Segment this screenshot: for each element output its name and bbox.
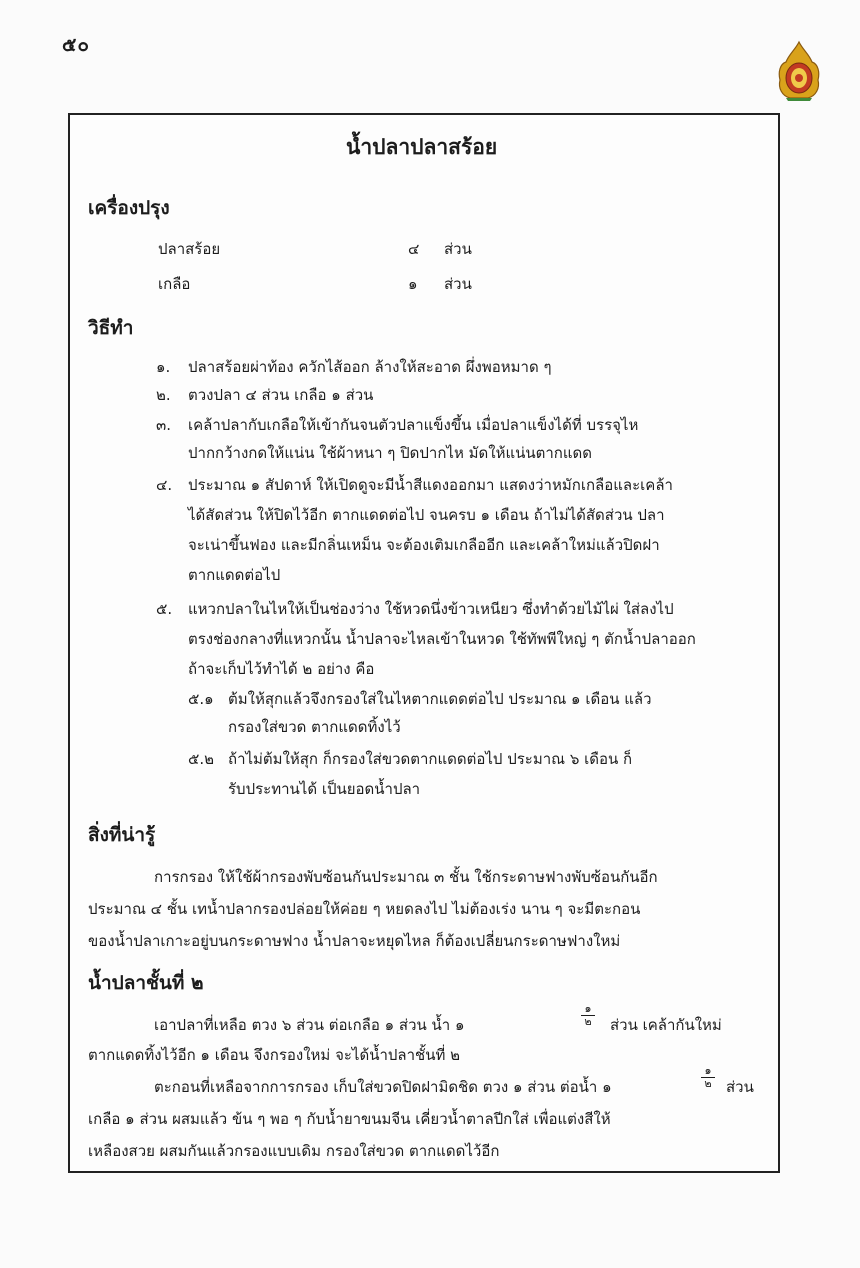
step-number: ๒. <box>156 386 171 404</box>
fraction <box>581 1003 595 1028</box>
second-grade-heading: น้ำปลาชั้นที่ ๒ <box>88 972 204 994</box>
fraction-numerator: ๑ <box>584 1002 592 1015</box>
step-number: ๔. <box>156 476 173 494</box>
recipe-box <box>68 113 780 1173</box>
fraction-denominator: ๒ <box>581 1015 595 1028</box>
paragraph-text: เอาปลาที่เหลือ ตวง ๖ ส่วน ต่อเกลือ ๑ ส่วน น้ำ ๑ <box>154 1016 465 1034</box>
step-text: ถ้าจะเก็บไว้ทำได้ ๒ อย่าง คือ <box>188 660 375 678</box>
paragraph-text: ส่วน เคล้ากันใหม่ <box>610 1016 722 1034</box>
paragraph-text: เหลืองสวย ผสมกันแล้วกรองแบบเดิม กรองใส่ขวด ตากแดดไว้อีก <box>88 1142 500 1160</box>
emblem-logo <box>776 40 822 102</box>
substep-text: ถ้าไม่ต้มให้สุก ก็กรองใส่ขวดตากแดดต่อไป ประมาณ ๖ เดือน ก็ <box>228 750 633 768</box>
fraction-numerator: ๑ <box>704 1064 712 1077</box>
step-text: ปลาสร้อยผ่าท้อง ควักไส้ออก ล้างให้สะอาด ผึ่งพอหมาด ๆ <box>188 358 552 376</box>
step-number: ๓. <box>156 416 172 434</box>
ingredient-unit: ส่วน <box>444 275 472 293</box>
step-text: แหวกปลาในไหให้เป็นช่องว่าง ใช้หวดนึ่งข้าวเหนียว ซึ่งทำด้วยไม้ไผ่ ใส่ลงไป <box>188 600 674 618</box>
ingredient-name: เกลือ <box>158 275 191 293</box>
ingredient-unit: ส่วน <box>444 240 472 258</box>
step-text: จะเน่าขึ้นฟอง และมีกลิ่นเหม็น จะต้องเติมเกลืออีก และเคล้าใหม่แล้วปิดฝา <box>188 536 660 554</box>
fraction-denominator: ๒ <box>701 1077 715 1090</box>
recipe-title: น้ำปลาปลาสร้อย <box>346 135 498 159</box>
substep-text: ต้มให้สุกแล้วจึงกรองใส่ในไหตากแดดต่อไป ประมาณ ๑ เดือน แล้ว <box>228 690 652 708</box>
step-text: ได้สัดส่วน ให้ปิดไว้อีก ตากแดดต่อไป จนครบ ๑ เดือน ถ้าไม่ได้สัดส่วน ปลา <box>188 506 665 524</box>
ingredient-qty: ๔ <box>408 240 420 258</box>
paragraph-text: เกลือ ๑ ส่วน ผสมแล้ว ข้น ๆ พอ ๆ กับน้ำยาขนมจีน เคี่ยวน้ำตาลปีกใส่ เพื่อแต่งสีให้ <box>88 1110 611 1128</box>
ingredient-name: ปลาสร้อย <box>158 240 221 258</box>
notes-heading: สิ่งที่น่ารู้ <box>88 824 156 846</box>
fraction <box>701 1065 715 1090</box>
step-text: ประมาณ ๑ สัปดาห์ ให้เปิดดูจะมีน้ำสีแดงออกมา แสดงว่าหมักเกลือและเคล้า <box>188 476 673 494</box>
method-heading: วิธีทำ <box>88 317 134 339</box>
step-text: ปากกว้างกดให้แน่น ใช้ผ้าหนา ๆ ปิดปากไห มัดให้แน่นตากแดด <box>188 444 593 462</box>
ingredient-qty: ๑ <box>408 275 418 293</box>
step-text: ตากแดดต่อไป <box>188 566 281 584</box>
step-text: ตรงช่องกลางที่แหวกนั้น น้ำปลาจะไหลเข้าในหวด ใช้ทัพพีใหญ่ ๆ ตักน้ำปลาออก <box>188 630 696 648</box>
substep-number: ๕.๒ <box>188 750 215 768</box>
notes-text: ประมาณ ๔ ชั้น เทน้ำปลากรองปล่อยให้ค่อย ๆ หยดลงไป ไม่ต้องเร่ง นาน ๆ จะมีตะกอน <box>88 900 641 918</box>
substep-text: กรองใส่ขวด ตากแดดทิ้งไว้ <box>228 718 401 736</box>
step-number: ๑. <box>156 358 171 376</box>
paragraph-text: ตากแดดทิ้งไว้อีก ๑ เดือน จึงกรองใหม่ จะได้น้ำปลาชั้นที่ ๒ <box>88 1046 460 1064</box>
notes-text: การกรอง ให้ใช้ผ้ากรองพับซ้อนกันประมาณ ๓ ชั้น ใช้กระดาษฟางพับซ้อนกันอีก <box>154 868 658 886</box>
step-text: เคล้าปลากับเกลือให้เข้ากันจนตัวปลาแข็งขึ้น เมื่อปลาแข็งได้ที่ บรรจุไห <box>188 416 639 434</box>
notes-text: ของน้ำปลาเกาะอยู่บนกระดาษฟาง น้ำปลาจะหยุดไหล ก็ต้องเปลี่ยนกระดาษฟางใหม่ <box>88 932 621 950</box>
substep-number: ๕.๑ <box>188 690 214 708</box>
page-number: ๕๐ <box>62 34 90 56</box>
substep-text: รับประทานได้ เป็นยอดน้ำปลา <box>228 780 421 798</box>
ingredients-heading: เครื่องปรุง <box>88 197 170 219</box>
step-number: ๕. <box>156 600 173 618</box>
paragraph-text: ตะกอนที่เหลือจากการกรอง เก็บใส่ขวดปิดฝามิดชิด ตวง ๑ ส่วน ต่อน้ำ ๑ <box>154 1078 612 1096</box>
step-text: ตวงปลา ๔ ส่วน เกลือ ๑ ส่วน <box>188 386 374 404</box>
paragraph-text: ส่วน <box>726 1078 754 1096</box>
